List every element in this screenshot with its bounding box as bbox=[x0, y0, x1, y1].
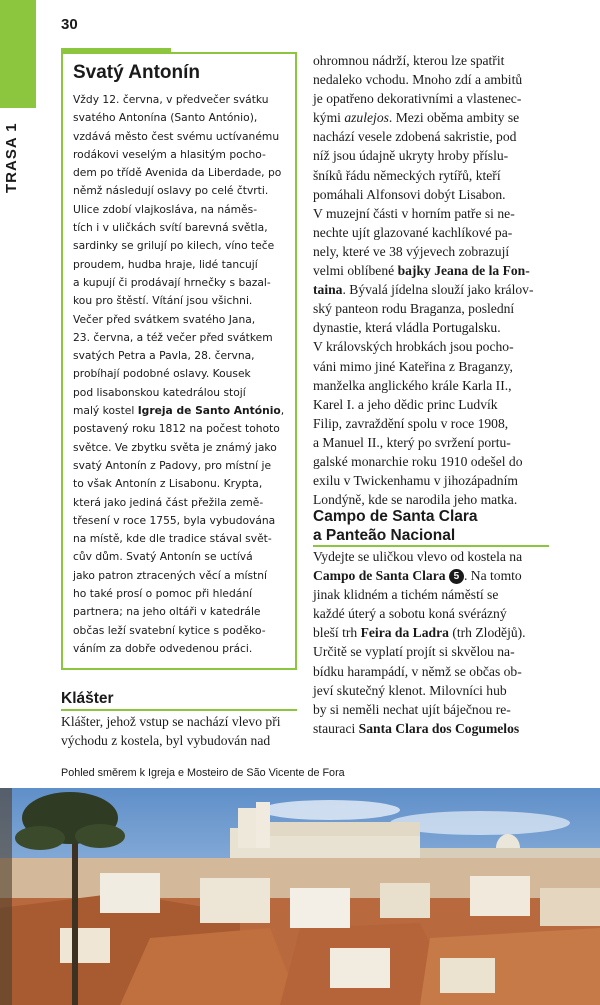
map-marker-icon: 5 bbox=[449, 569, 464, 584]
campo-text: Vydejte se uličkou vlevo od kostela na Campo de Santa Clara 5 . Na tomto jinak klidném a tichém náměstí se každé úterý a sobotu koná svérázný bleší trh Feira da Ladra (trh Zlodějů). Určitě se vyplatí projít si skvělou na- bídku harampádí, v němž se občas ob- jeví skutečný klenot. Milovníci hub by si neměli nechat ujít báječnou re- stauraci Santa Clara dos Cogumelos bbox=[313, 549, 526, 736]
photo-caption: Pohled směrem k Igreja e Mosteiro de São Vicente de Fora bbox=[61, 767, 345, 779]
route-side-label: TRASA 1 bbox=[3, 122, 20, 193]
page-number: 30 bbox=[61, 16, 78, 33]
city-photo bbox=[0, 788, 600, 1005]
klaster-heading: Klášter bbox=[61, 690, 114, 707]
lisbon-rooftops-image bbox=[0, 788, 600, 1005]
box-text: Vždy 12. června, v předvečer svátku svatého Antonína (Santo António), vzdává město čest svému uctívanému rodákovi veselým a hlasitým pocho- dem po třídě Avenida da Liberdade, po němž následují oslavy po celé čtvrti. Ulice zdobí vlajkosláva, na náměs- tích i v uličkách svítí barevná světla, sardinky se grilují po kilech, víno teče proudem, hudba hraje, lidé tancují a kupují či prodávají hrnečky s bazal- kou pro štěstí. Vítání jsou všichni. Večer před svátkem svatého Jana, 23. června, a též večer před svátkem svatých Petra a Pavla, 28. června, probíhají podobné oslavy. Kousek pod lisabonskou katedrálou stojí malý kostel Igreja de Santo António, postavený roku 1812 na počest tohoto světce. Ve zbytku světa je známý jako svatý Antonín z Padovy, pro místní je to však Antonín z Lisabonu. Krypta, která jako jediná část přežila země- třesení v roce 1755, byla vybudována na místě, kde dle tradice stával svět- cův dům. Svatý Antonín se uctívá jako patron ztracených věcí a místní ho také prosí o pomoc při hledání partnera; na jeho oltáři v katedrále občas leží svatební kytice s poděko- váním za dobře odvedenou práci. bbox=[73, 93, 285, 655]
klaster-text: Klášter, jehož vstup se nachází vlevo při východu z kostela, byl vybudován nad bbox=[61, 714, 281, 749]
right-column-text: ohromnou nádrží, kterou lze spatřit nedaleko vchodu. Mnoho zdí a ambitů je opatřeno dekorativními a vlastenec- kými azulejos. Mezi oběma ambity se nachází vesele zdobená sakristie, pod níž jsou údajně ukryty hroby příslu- šníků řádu německých rytířů, kteří pomáhali Alfonsovi dobýt Lisabon. V muzejní části v horním patře si ne- nechte ujít glazované kachlíkové pa- nely, které ve 38 výjevech zobrazují velmi oblíbené bajky Jeana de la Fon- taina. Bývalá jídelna slouží jako králov- ský panteon rodu Braganza, poslední dynastie, která vládla Portugalsku. V královských hrobkách jsou pocho- váni mimo jiné Kateřina z Braganzy, manželka anglického krále Karla II., Karel I. a jeho dědic princ Ludvík Filip, zavraždění spolu v roce 1908, a Manuel II., který po svržení portu- galské monarchie roku 1910 odešel do exilu v Twickenhamu v jihozápadním Londýně, kde se narodila jeho matka. bbox=[313, 53, 534, 508]
church-name-bold: Igreja de Santo António bbox=[137, 404, 281, 418]
chapter-tab bbox=[0, 0, 36, 108]
klaster-rule bbox=[61, 709, 297, 711]
box-title: Svatý Antonín bbox=[73, 62, 201, 83]
campo-heading: Campo de Santa Clara a Panteão Nacional bbox=[313, 508, 478, 544]
